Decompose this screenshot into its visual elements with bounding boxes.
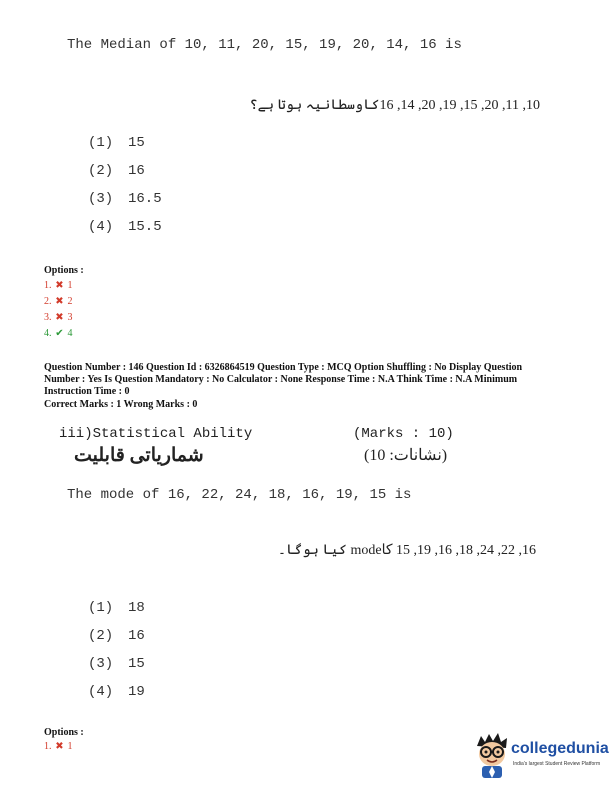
brand-name: collegedunia: [511, 740, 609, 757]
wrong-mark-icon: ✖: [55, 280, 64, 291]
option-2: (2) 16: [88, 628, 145, 644]
section-title: iii)Statistical Ability: [59, 426, 253, 442]
answer-key-list: [44, 739, 73, 755]
section-marks: (Marks : 10): [353, 426, 454, 442]
section-title-urdu: شماریاتی قابلیت: [74, 445, 204, 466]
question-145-text: The Median of 10, 11, 20, 15, 19, 20, 14, 16 is: [67, 37, 462, 53]
wrong-mark-icon: ✖: [55, 296, 64, 307]
answer-key-item: 1. ✖ 1: [44, 278, 73, 294]
option-3: (3) 15: [88, 656, 145, 672]
options-heading: Options :: [44, 727, 84, 738]
answer-key-item: 3. ✖ 3: [44, 310, 73, 326]
section-marks-urdu: (نشانات: 10): [364, 447, 448, 464]
question-146-text: The mode of 16, 22, 24, 18, 16, 19, 15 is: [67, 487, 412, 503]
option-2: (2) 16: [88, 163, 145, 179]
answer-key-item: 2. ✖ 2: [44, 294, 73, 310]
answer-key-item: 1. ✖ 1: [44, 739, 73, 755]
mascot-icon: [473, 732, 511, 778]
option-1: (1) 18: [88, 600, 145, 616]
answer-key-item-correct: 4. ✔ 4: [44, 326, 73, 342]
option-4: (4) 15.5: [88, 219, 162, 235]
option-4: (4) 19: [88, 684, 145, 700]
question-marks-info: Correct Marks : 1 Wrong Marks : 0: [44, 399, 198, 410]
wrong-mark-icon: ✖: [55, 312, 64, 323]
wrong-mark-icon: ✖: [55, 741, 64, 752]
question-meta-details: Question Number : 146 Question Id : 6326864519 Question Type : MCQ Option Shuffling : No Display Question Number : Yes Is Question Mandatory : No Calculator : None Response Time : N.A Think Time : N.A Minimum Instruction Time : 0: [44, 362, 523, 397]
question-146-urdu-text: 16, 22, 24, 18, 16, 19, 15 کاmode کیا ہوگا۔: [277, 543, 536, 558]
answer-key-list: [44, 278, 73, 342]
question-145-urdu-text: 10, 11, 20, 15, 19, 20, 14, 16کاوسطانیہ ہوتا ہے؟: [249, 98, 540, 113]
option-1: (1) 15: [88, 135, 145, 151]
collegedunia-logo: [473, 732, 609, 782]
brand-tagline: India's largest Student Review Platform: [513, 761, 601, 767]
option-3: (3) 16.5: [88, 191, 162, 207]
options-heading: Options :: [44, 265, 84, 276]
check-mark-icon: ✔: [55, 328, 64, 339]
